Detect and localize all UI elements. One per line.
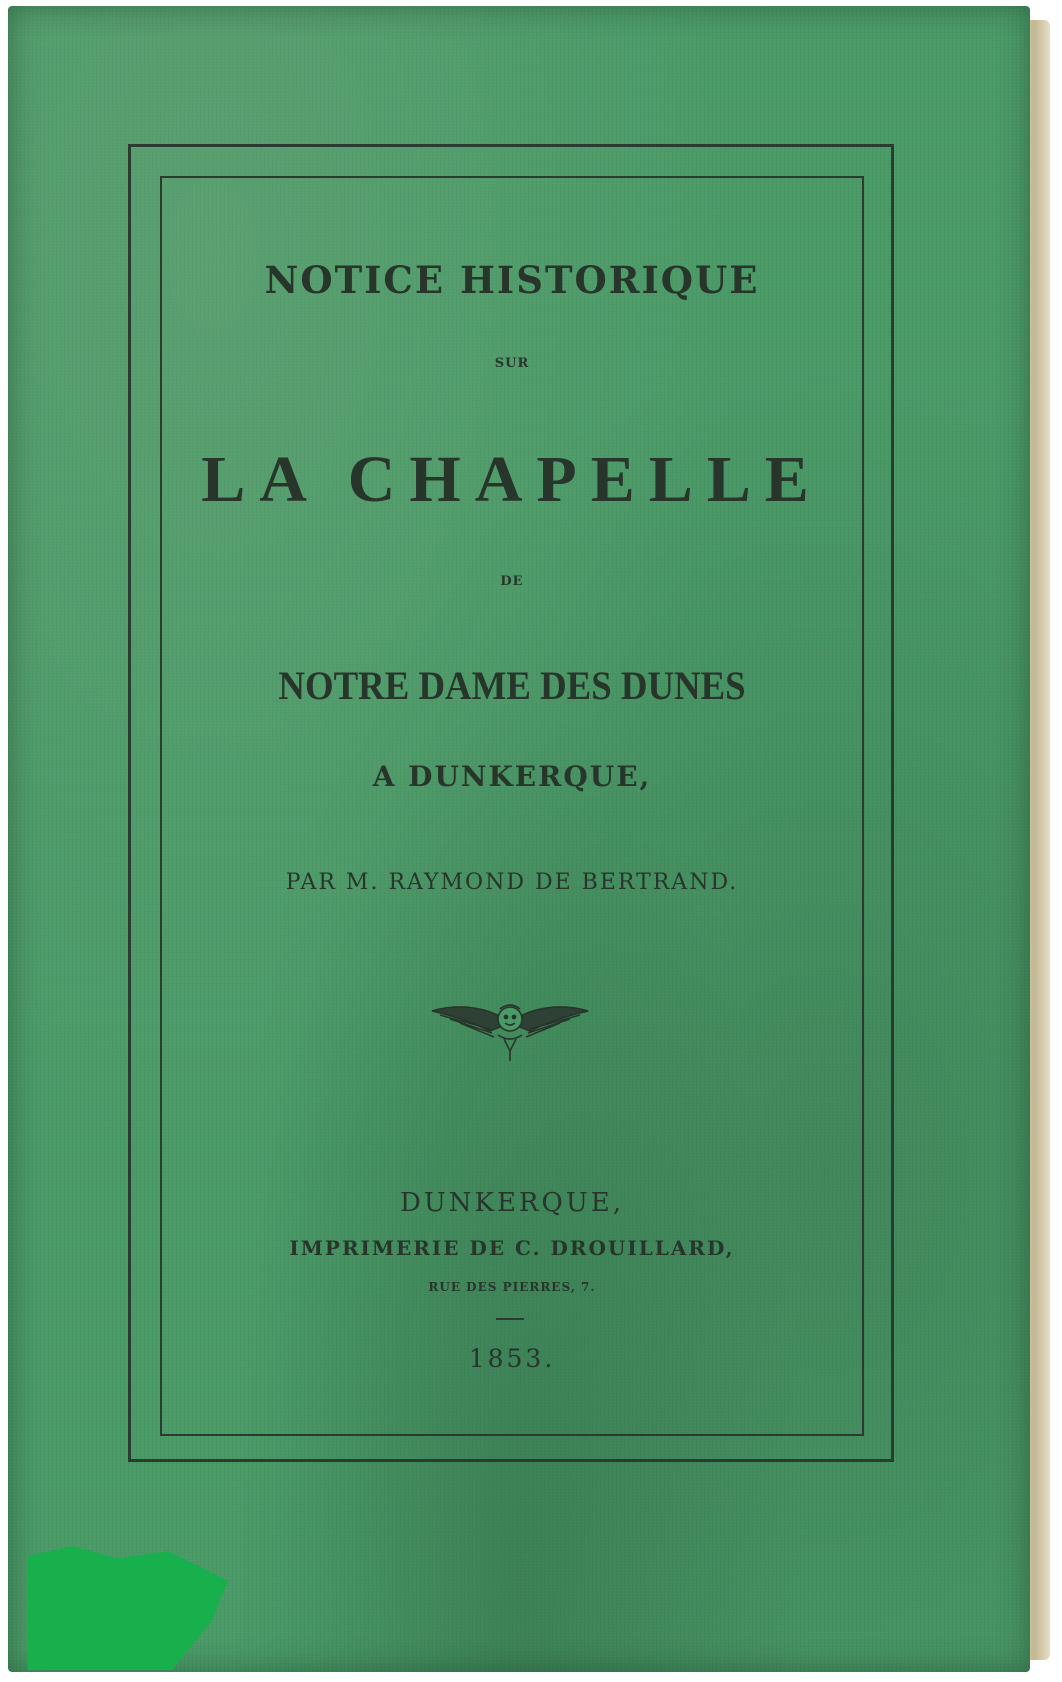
divider-rule xyxy=(496,1318,524,1320)
connector-sur: SUR xyxy=(494,356,530,371)
winged-cherub-icon xyxy=(430,985,590,1065)
torn-corner xyxy=(28,1546,228,1670)
location-line: A DUNKERQUE, xyxy=(372,760,652,793)
author-line: PAR M. RAYMOND DE BERTRAND. xyxy=(285,870,739,895)
imprint-year: 1853. xyxy=(468,1344,556,1373)
imprint-city: DUNKERQUE, xyxy=(400,1188,624,1218)
main-title: LA CHAPELLE xyxy=(201,443,823,516)
subject-title: NOTRE DAME DES DUNES xyxy=(278,663,746,708)
imprint-address: RUE DES PIERRES, 7. xyxy=(428,1280,596,1294)
connector-de: DE xyxy=(500,574,524,589)
title-line: NOTICE HISTORIQUE xyxy=(264,258,760,302)
imprint-printer: IMPRIMERIE DE C. DROUILLARD, xyxy=(289,1236,735,1260)
